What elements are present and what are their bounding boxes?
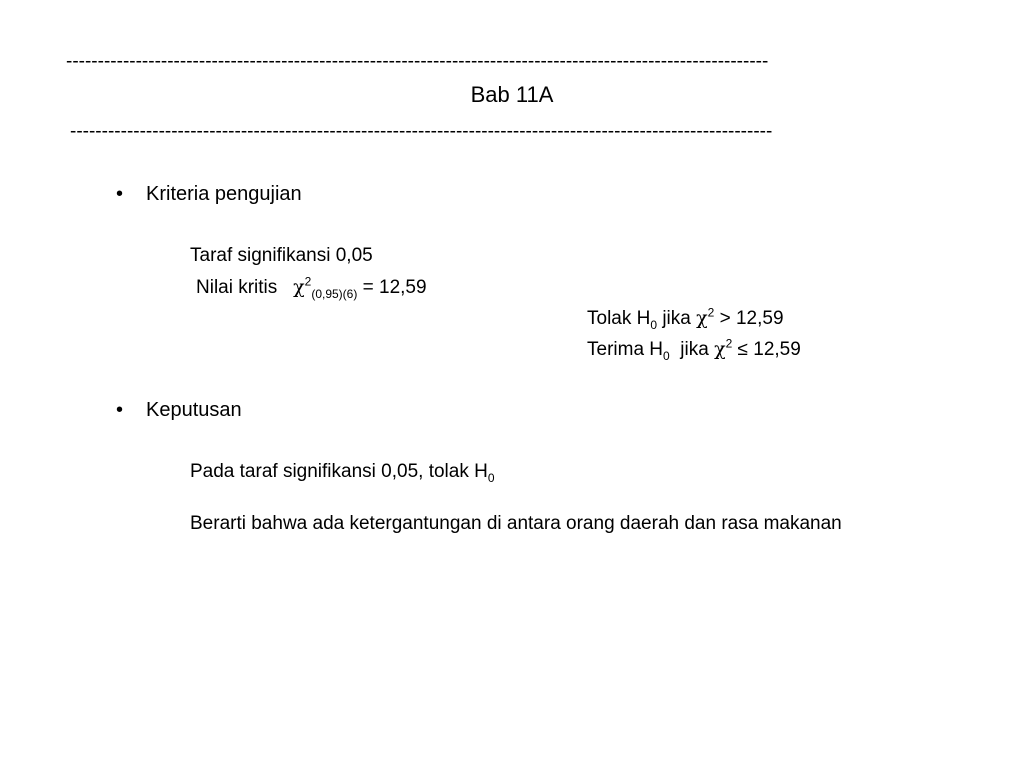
critical-value-line — [196, 274, 427, 301]
critical-value-label: Nilai kritis — [196, 277, 278, 298]
reject-condition: > 12,59 — [714, 308, 784, 329]
reject-rule — [587, 305, 784, 332]
decision-line-1-text: Pada taraf signifikansi 0,05, tolak H — [190, 461, 488, 482]
criteria-bullet-item — [116, 184, 302, 204]
decision-heading: Keputusan — [146, 399, 242, 421]
bullet-icon: • — [116, 399, 124, 421]
accept-chi-symbol: χ — [714, 338, 726, 360]
critical-value: = 12,59 — [357, 277, 427, 298]
accept-rule — [587, 336, 801, 363]
reject-superscript: 2 — [707, 305, 715, 320]
reject-chi-symbol: χ — [696, 307, 708, 329]
accept-mid: jika — [669, 339, 715, 360]
chi-symbol: χ — [293, 276, 305, 298]
accept-condition: ≤ 12,59 — [732, 339, 801, 360]
significance-level: Taraf signifikansi 0,05 — [190, 245, 373, 266]
bullet-icon: • — [116, 183, 124, 205]
reject-subscript: 0 — [650, 317, 658, 332]
decision-line-2: Berarti bahwa ada ketergantungan di antara orang daerah dan rasa makanan — [190, 513, 842, 534]
criteria-heading: Kriteria pengujian — [146, 183, 302, 205]
chi-subscript: (0,95)(6) — [311, 286, 358, 301]
reject-mid: jika — [657, 308, 697, 329]
accept-superscript: 2 — [725, 336, 733, 351]
page-title: Bab 11A — [470, 82, 554, 107]
decision-line-1 — [190, 461, 495, 485]
accept-subscript: 0 — [663, 348, 670, 363]
bottom-dashed-rule: --------------------------------------------------------------------------------------------------------------- — [70, 122, 773, 141]
chi-superscript: 2 — [304, 274, 312, 289]
accept-prefix: Terima H — [587, 339, 664, 360]
top-dashed-rule: --------------------------------------------------------------------------------------------------------------- — [66, 52, 769, 71]
decision-bullet-item — [116, 400, 242, 420]
decision-line-1-subscript: 0 — [487, 470, 495, 485]
reject-prefix: Tolak H — [587, 308, 651, 329]
